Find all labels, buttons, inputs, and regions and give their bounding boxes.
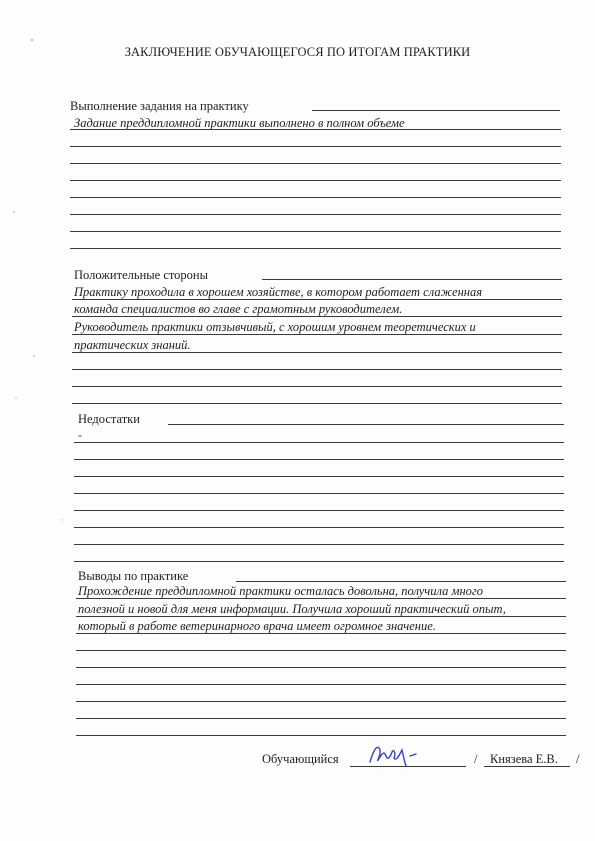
section-label-shortcomings: Недостатки bbox=[78, 412, 140, 426]
page-title: ЗАКЛЮЧЕНИЕ ОБУЧАЮЩЕГОСЯ ПО ИТОГАМ ПРАКТИКИ bbox=[124, 45, 471, 59]
handwritten-text: Руководитель практики отзывчивый, с хорошим уровнем теоретических и bbox=[74, 320, 476, 334]
handwritten-dash: - bbox=[78, 428, 82, 442]
handwritten-text: Практику проходила в хорошем хозяйстве, в котором работает слаженная bbox=[74, 285, 483, 299]
handwritten-text: Прохождение преддипломной практики осталась довольна, получила много bbox=[78, 584, 484, 598]
section-label-conclusions: Выводы по практике bbox=[78, 569, 189, 583]
section-label-strengths: Положительные стороны bbox=[74, 268, 209, 282]
handwritten-text: практических знаний. bbox=[74, 338, 191, 352]
student-name: Князева Е.В. bbox=[490, 752, 558, 766]
handwritten-text: полезной и новой для меня информации. Получила хороший практический опыт, bbox=[78, 602, 506, 616]
handwritten-text: Задание преддипломной практики выполнено в полном объеме bbox=[74, 116, 405, 130]
handwritten-text: который в работе ветеринарного врача имеет огромное значение. bbox=[78, 619, 436, 633]
signature-label: Обучающийся bbox=[262, 752, 339, 766]
slash-separator: / bbox=[474, 752, 478, 766]
section-label-task: Выполнение задания на практику bbox=[70, 99, 249, 113]
handwritten-text: команда специалистов во главе с грамотным руководителем. bbox=[74, 302, 403, 316]
slash-closing: / bbox=[576, 752, 580, 766]
